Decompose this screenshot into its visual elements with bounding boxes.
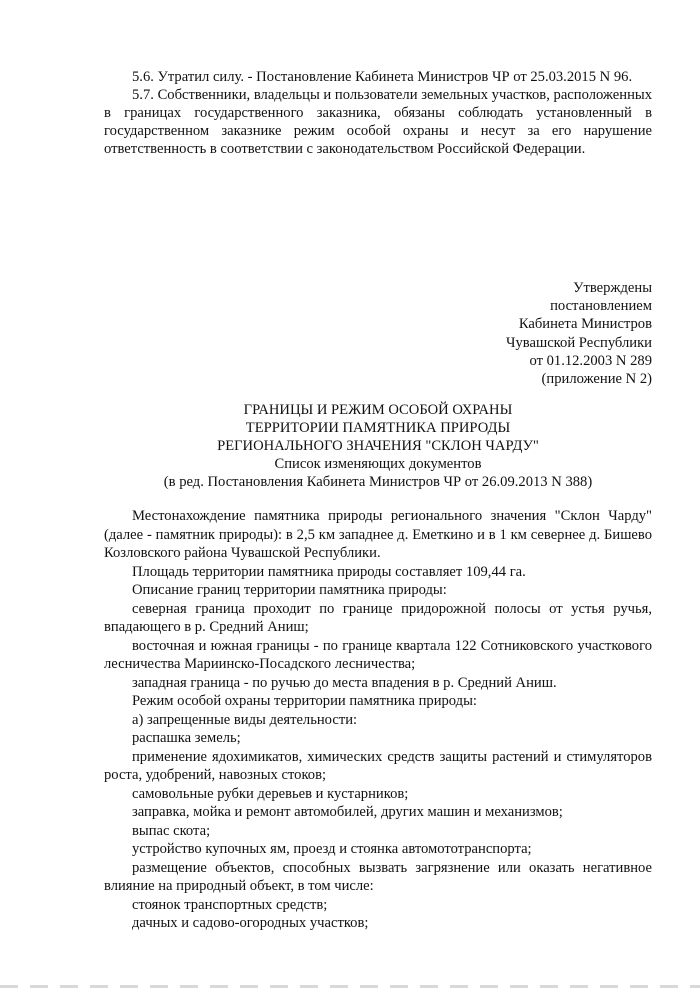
changes-list-reference: (в ред. Постановления Кабинета Министров ЧР от 26.09.2013 N 388) xyxy=(163,473,593,490)
scan-bottom-edge xyxy=(0,985,700,988)
body-paragraph: северная граница проходит по границе придорожной полосы от устья ручья, впадающего в р. Средний Аниш; xyxy=(104,600,652,635)
body-paragraph: распашка земель; xyxy=(132,730,241,746)
body-paragraph: устройство купочных ям, проезд и стоянка автомототранспорта; xyxy=(132,841,532,857)
body-paragraph: самовольные рубки деревьев и кустарников; xyxy=(132,785,409,802)
document-title xyxy=(104,402,652,492)
approval-line: Чувашской Республики xyxy=(506,334,652,351)
body-paragraph: Площадь территории памятника природы составляет 109,44 га. xyxy=(132,563,526,580)
paragraph-5-7: 5.7. Собственники, владельцы и пользователи земельных участков, расположенных в границах государственного заказника, обязаны соблюдать установленный в государственном заказнике режим особой охраны и несут за его нарушение ответственность в соответствии с законодательством Российской Федерации. xyxy=(104,86,652,157)
body-paragraph: западная граница - по ручью до места впадения в р. Средний Аниш. xyxy=(132,674,557,691)
approval-line: Утверждены xyxy=(573,280,652,296)
body-paragraph: Описание границ территории памятника природы: xyxy=(132,582,447,598)
body-paragraph: Режим особой охраны территории памятника природы: xyxy=(132,693,477,709)
body-paragraph: дачных и садово-огородных участков; xyxy=(132,915,369,931)
body-paragraph: восточная и южная границы - по границе квартала 122 Сотниковского участкового лесничества Мариинско-Посадского лесничества; xyxy=(104,637,652,672)
title-line: РЕГИОНАЛЬНОГО ЗНАЧЕНИЯ "СКЛОН ЧАРДУ" xyxy=(217,437,539,454)
changes-list-heading: Список изменяющих документов xyxy=(274,455,482,472)
approval-line: постановлением xyxy=(550,298,652,315)
body-paragraph: а) запрещенные виды деятельности: xyxy=(132,711,358,728)
body-paragraph: размещение объектов, способных вызвать загрязнение или оказать негативное влияние на природный объект, в том числе: xyxy=(104,859,652,894)
title-line: ТЕРРИТОРИИ ПАМЯТНИКА ПРИРОДЫ xyxy=(245,419,511,436)
title-line: ГРАНИЦЫ И РЕЖИМ ОСОБОЙ ОХРАНЫ xyxy=(243,402,513,418)
approval-line: Кабинета Министров xyxy=(518,316,652,333)
approval-line: от 01.12.2003 N 289 xyxy=(529,352,652,369)
body-paragraph: выпас скота; xyxy=(132,822,211,839)
document-body xyxy=(104,507,652,933)
previous-section-text xyxy=(104,69,652,159)
body-paragraph: стоянок транспортных средств; xyxy=(132,896,328,913)
body-paragraph: Местонахождение памятника природы регионального значения "Склон Чарду" (далее - памятник природы): в 2,5 км западнее д. Еметкино и в 1 км севернее д. Бишево Козловского района Чувашской Республики. xyxy=(104,508,652,561)
approval-line: (приложение N 2) xyxy=(541,371,652,388)
body-paragraph: применение ядохимикатов, химических средств защиты растений и стимуляторов роста, удобрений, навозных стоков; xyxy=(104,748,652,783)
approval-stamp-block xyxy=(506,279,652,388)
body-paragraph: заправка, мойка и ремонт автомобилей, других машин и механизмов; xyxy=(132,804,563,820)
paragraph-5-6: 5.6. Утратил силу. - Постановление Кабинета Министров ЧР от 25.03.2015 N 96. xyxy=(132,69,633,85)
